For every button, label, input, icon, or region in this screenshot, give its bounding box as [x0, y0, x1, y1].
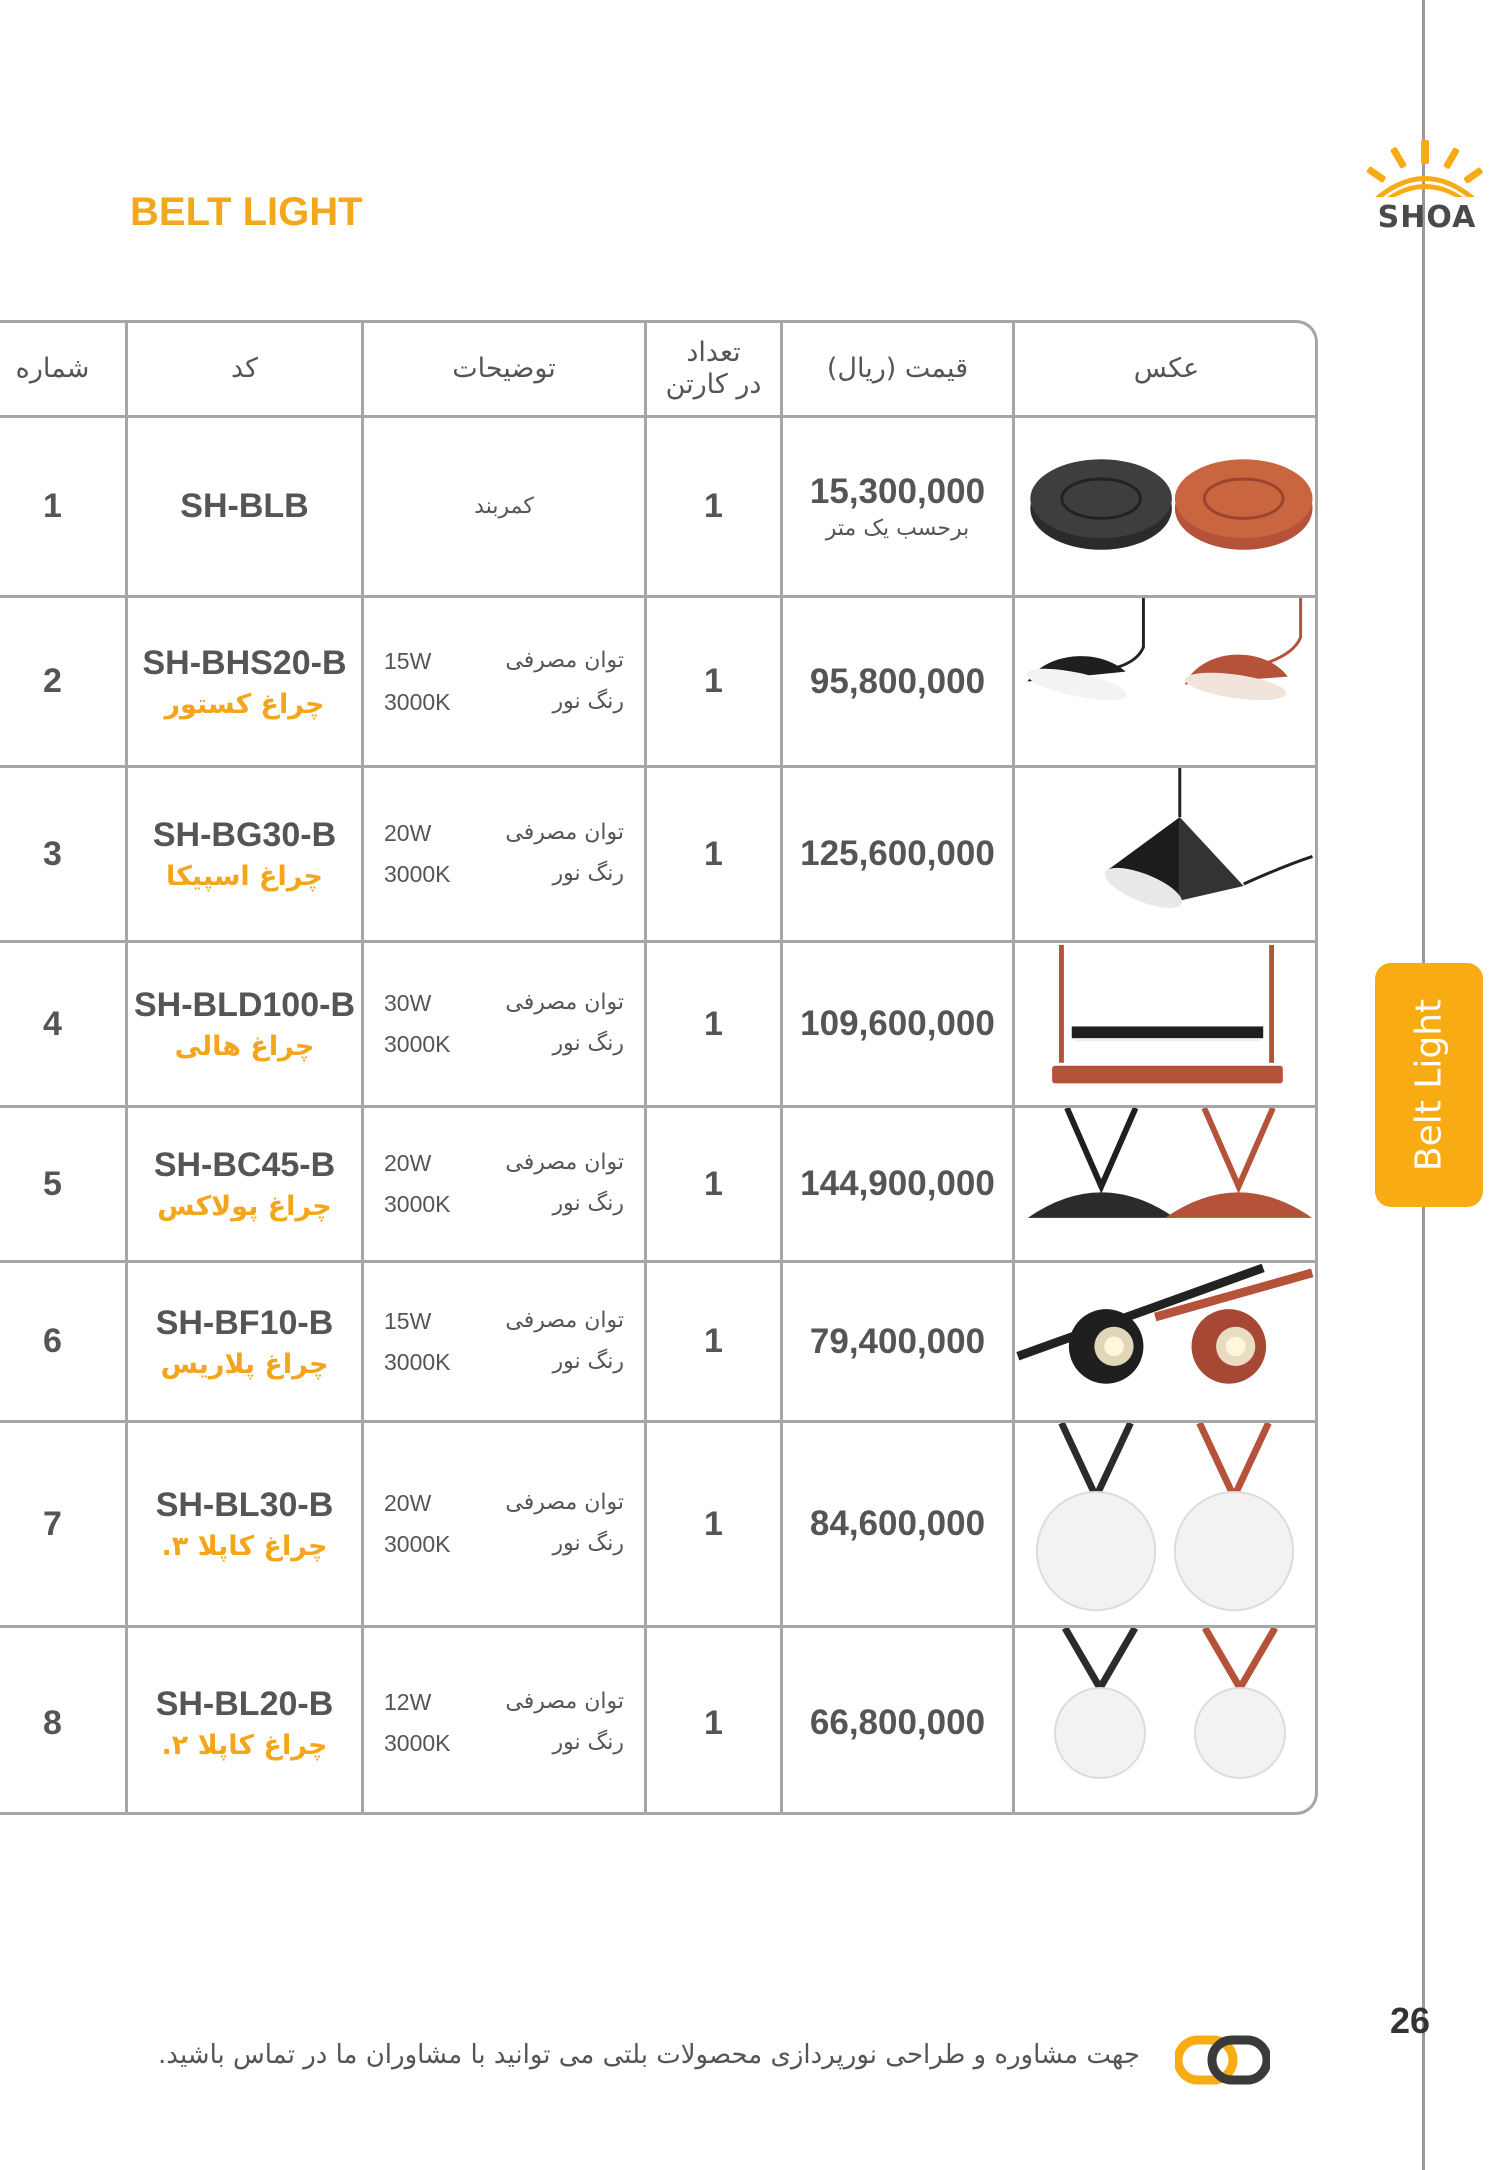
- row-number: 1: [43, 487, 62, 525]
- carton-qty: 1: [704, 834, 723, 873]
- power-label: توان مصرفی: [505, 1490, 624, 1515]
- power-label: توان مصرفی: [505, 647, 624, 673]
- color-temp-label: رنگ نور: [552, 1191, 624, 1216]
- header-photo: عکس: [1133, 353, 1200, 384]
- carton-qty: 1: [704, 1164, 723, 1203]
- table-row: [0, 418, 1318, 598]
- product-price: 109,600,000: [800, 1004, 995, 1043]
- table-row: [0, 598, 1318, 768]
- globe-pendant-small-photo-icon: [1015, 1628, 1318, 1815]
- power-value: 20W: [384, 1150, 432, 1176]
- spec-grid: [384, 1689, 624, 1757]
- color-temp-value: 3000K: [384, 1031, 451, 1057]
- product-name: چراغ کستور: [164, 688, 325, 720]
- product-code: SH-BC45-B: [153, 1146, 336, 1184]
- color-temp-label: رنگ نور: [552, 861, 624, 886]
- spec-grid: [384, 1490, 624, 1558]
- footer-consult-note: جهت مشاوره و طراحی نورپردازی محصولات بلتی می توانید با مشاوران ما در تماس باشید.: [158, 2040, 1140, 2070]
- color-temp-value: 3000K: [384, 861, 451, 887]
- row-number: 3: [43, 834, 62, 873]
- product-code: SH-BLD100-B: [133, 986, 356, 1024]
- product-code: SH-BL30-B: [155, 1486, 334, 1524]
- table-header-row: [0, 323, 1318, 418]
- power-label: توان مصرفی: [505, 820, 624, 845]
- spec-grid: [384, 990, 624, 1058]
- product-name: چراغ کاپلا ۲.: [161, 1730, 328, 1761]
- table-row: [0, 1263, 1318, 1423]
- power-label: توان مصرفی: [505, 1150, 624, 1175]
- belt-roll-photo-icon: [1015, 418, 1318, 595]
- page-title: BELT LIGHT: [130, 190, 363, 234]
- carton-qty: 1: [704, 1004, 723, 1043]
- side-tab-belt-light[interactable]: [1375, 963, 1483, 1207]
- product-name: چراغ اسپیکا: [165, 861, 324, 892]
- power-value: 15W: [384, 1307, 432, 1334]
- color-temp-value: 3000K: [384, 1730, 451, 1756]
- power-label: توان مصرفی: [505, 1307, 624, 1333]
- product-price: 144,900,000: [800, 1164, 995, 1203]
- product-price: 125,600,000: [800, 834, 995, 873]
- color-temp-label: رنگ نور: [552, 688, 624, 714]
- color-temp-label: رنگ نور: [552, 1730, 624, 1755]
- power-value: 12W: [384, 1689, 432, 1715]
- header-qty-line2: در کارتن: [665, 369, 762, 400]
- table-row: [0, 943, 1318, 1108]
- brand-name: SHOA: [1377, 200, 1477, 235]
- product-name: چراغ پولاکس: [157, 1191, 332, 1222]
- product-name: چراغ هالی: [174, 1031, 315, 1062]
- row-number: 2: [43, 662, 62, 700]
- header-description: توضیحات: [452, 353, 556, 384]
- product-code: SH-BLB: [180, 487, 309, 525]
- carton-qty: 1: [704, 1504, 723, 1543]
- power-value: 20W: [384, 820, 432, 846]
- linear-pendant-photo-icon: [1015, 943, 1318, 1105]
- header-number: شماره: [15, 353, 90, 384]
- cone-pendant-photo-icon: [1015, 768, 1318, 940]
- table-row: [0, 1628, 1318, 1815]
- row-number: 4: [43, 1004, 62, 1043]
- power-label: توان مصرفی: [505, 990, 624, 1015]
- product-code: SH-BL20-B: [155, 1685, 334, 1723]
- power-label: توان مصرفی: [505, 1689, 624, 1714]
- color-temp-label: رنگ نور: [552, 1531, 624, 1556]
- power-value: 15W: [384, 647, 432, 674]
- carton-qty: 1: [704, 1703, 723, 1742]
- product-code: SH-BHS20-B: [142, 643, 347, 682]
- page-number: 26: [1390, 2000, 1431, 2041]
- row-number: 5: [43, 1164, 62, 1203]
- header-qty-line1: تعداد: [686, 337, 741, 368]
- color-temp-label: رنگ نور: [552, 1031, 624, 1056]
- color-temp-label: رنگ نور: [552, 1348, 624, 1374]
- side-tab-label: Belt Light: [1408, 998, 1450, 1172]
- power-value: 30W: [384, 990, 432, 1016]
- color-temp-value: 3000K: [384, 1348, 451, 1375]
- carton-qty: 1: [704, 1322, 723, 1360]
- product-name: چراغ پلاریس: [160, 1348, 329, 1380]
- chain-link-icon: [1175, 2035, 1270, 2085]
- color-temp-value: 3000K: [384, 1531, 451, 1557]
- product-price: 66,800,000: [809, 1703, 986, 1742]
- table-row: [0, 768, 1318, 943]
- header-price: قیمت (ریال): [826, 353, 969, 384]
- spec-grid: [384, 648, 624, 716]
- row-number: 7: [43, 1504, 62, 1543]
- dome-pendant-photo-icon: [1015, 598, 1318, 765]
- product-name: چراغ کاپلا ۳.: [161, 1531, 328, 1562]
- spec-grid: [384, 820, 624, 888]
- power-value: 20W: [384, 1490, 432, 1516]
- globe-pendant-large-photo-icon: [1015, 1423, 1318, 1625]
- color-temp-value: 3000K: [384, 688, 451, 715]
- spec-grid: [384, 1150, 624, 1218]
- header-code: کد: [230, 353, 259, 384]
- product-price: 15,300,000: [809, 472, 986, 511]
- row-number: 6: [43, 1322, 62, 1360]
- table-row: [0, 1108, 1318, 1263]
- table-row: [0, 1423, 1318, 1628]
- price-unit-note: برحسب یک متر: [825, 516, 970, 541]
- spot-light-photo-icon: [1015, 1263, 1318, 1420]
- product-code: SH-BF10-B: [155, 1303, 334, 1342]
- row-number: 8: [43, 1703, 62, 1742]
- product-price: 95,800,000: [809, 661, 986, 701]
- product-code: SH-BG30-B: [152, 816, 337, 854]
- spec-grid: [384, 1308, 624, 1376]
- product-price: 79,400,000: [809, 1321, 986, 1361]
- price-table: [0, 320, 1318, 1815]
- saucer-pendant-photo-icon: [1015, 1108, 1318, 1260]
- product-price: 84,600,000: [809, 1504, 986, 1543]
- carton-qty: 1: [704, 487, 723, 525]
- carton-qty: 1: [704, 662, 723, 700]
- product-description: کمربند: [474, 494, 534, 519]
- color-temp-value: 3000K: [384, 1191, 451, 1217]
